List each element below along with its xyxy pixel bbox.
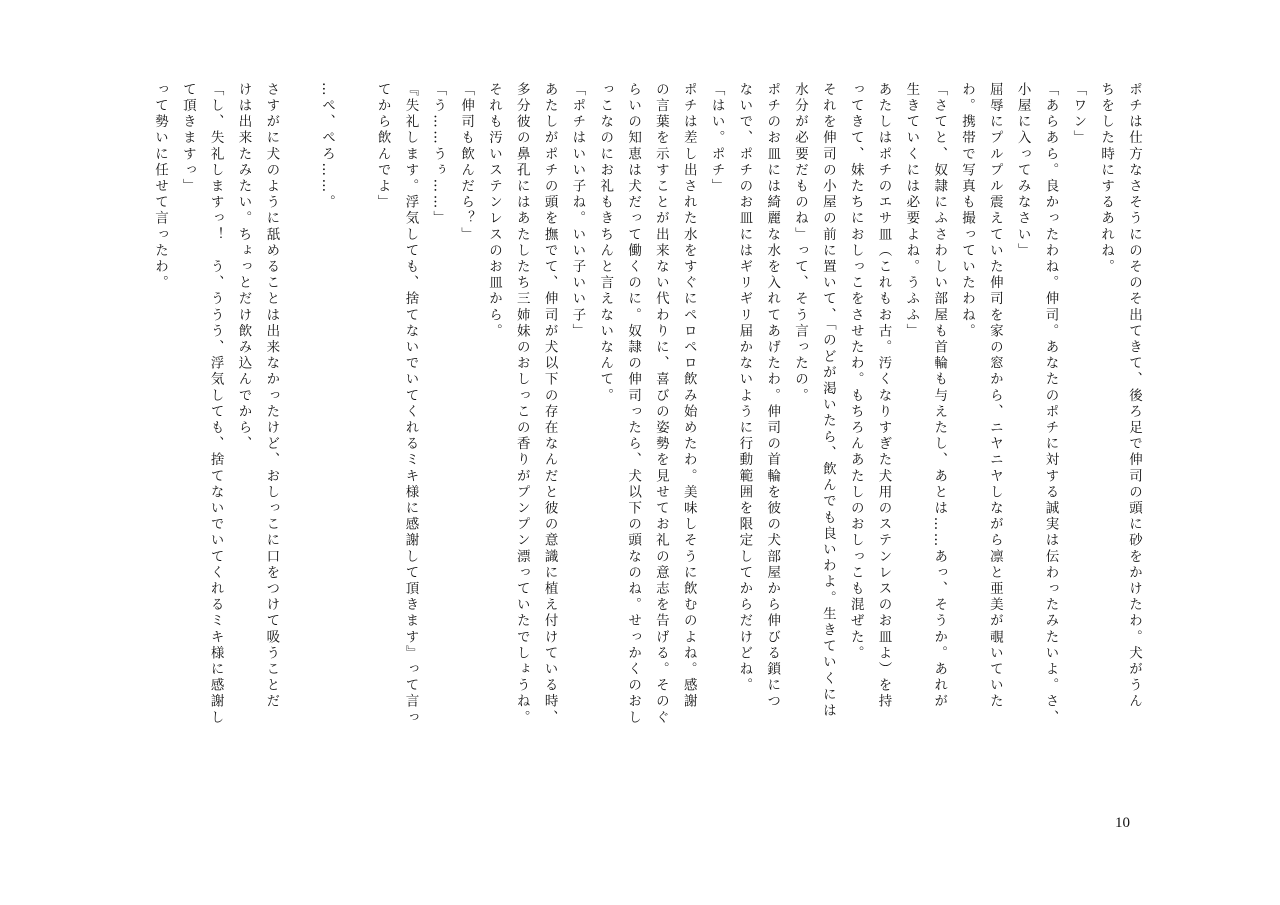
text-line: ってきて、妹たちにおしっこをさせたわ。もちろんあたしのおしっこも混ぜた。: [847, 82, 864, 662]
text-line: それも汚いステンレスのお皿から。: [485, 82, 502, 340]
text-line: …ぺ、ぺろ……。: [318, 82, 335, 211]
text-line: 『失礼します。浮気しても、捨てないでいてくれるミキ様に感謝して頂きます』って言っ: [402, 82, 419, 726]
text-line: けは出来たみたい。ちょっとだけ飲み込んでから、: [235, 82, 252, 453]
text-line: て頂きますっ」: [179, 82, 196, 195]
text-line: 生きていくには必要よね。うふふ」: [903, 82, 920, 340]
text-line: ポチは仕方なさそうにのそのそ出てきて、後ろ足で伸司の頭に砂をかけたわ。犬がうん: [1125, 82, 1142, 710]
text-line: 「し、失礼しますっ！ う、ううう、浮気しても、捨てないでいてくれるミキ様に感謝し: [207, 82, 224, 726]
text-line: 「う……うぅ……」: [430, 82, 447, 227]
text-line: さすがに犬のように舐めることは出来なかったけど、おしっこに口をつけて吸うことだ: [263, 82, 280, 710]
text-line: っこなのにお礼もきちんと言えないなんて。: [597, 82, 614, 404]
text-line: わ。携帯で写真も撮っていたわね。: [959, 82, 976, 340]
text-line: 「はい。ポチ」: [708, 82, 725, 195]
text-line: 「あらあら。良かったわね。伸司。あなたのポチに対する誠実は伝わったみたいよ。さ、: [1042, 82, 1059, 726]
text-line: 水分が必要だものね」って、そう言ったの。: [792, 82, 809, 404]
text-line: 「伸司も飲んだら？」: [458, 82, 475, 243]
text-line: 「ワン」: [1070, 82, 1087, 147]
text-line: 多分彼の鼻孔にはあたしたち三姉妹のおしっこの香りがプンプン漂っていたでしょうね。: [513, 82, 530, 726]
text-line: それを伸司の小屋の前に置いて、「のどが渇いたら、飲んでも良いわよ。生きていくには: [819, 82, 836, 720]
text-line: 屈辱にプルプル震えていた伸司を家の窓から、ニヤニヤしながら凛と亜美が覗いていた: [986, 82, 1003, 710]
text-line: ちをした時にするあれね。: [1098, 82, 1115, 276]
vertical-text-body: [150, 82, 1140, 802]
text-line: って勢いに任せて言ったわ。: [152, 82, 168, 292]
text-line: 「さてと、奴隷にふさわしい部屋も首輪も与えたし、あとは……あっ、そうか。あれが: [931, 82, 948, 710]
text-line: 「ポチはいい子ね。いい子いい子」: [569, 82, 586, 340]
text-line: の言葉を示すことが出来ない代わりに、喜びの姿勢を見せてお礼の意志を告げる。そのぐ: [652, 82, 669, 726]
text-line: あたしはポチのエサ皿（これもお古。汚くなりすぎた犬用のステンレスのお皿よ）を持: [875, 82, 892, 710]
text-line: ポチのお皿には綺麗な水を入れてあげたわ。伸司の首輪を彼の犬部屋から伸びる鎖につ: [764, 82, 781, 710]
text-line: あたしがポチの頭を撫でて、伸司が犬以下の存在なんだと彼の意識に植え付けている時、: [541, 82, 558, 726]
page-number: 10: [1115, 815, 1130, 831]
text-line: ポチは差し出された水をすぐにペロペロ飲み始めたわ。美味しそうに飲むのよね。感謝: [680, 82, 697, 710]
text-line: ないで、ポチのお皿にはギリギリ届かないように行動範囲を限定してからだけどね。: [736, 82, 753, 694]
text-line: らいの知恵は犬だって働くのに。奴隷の伸司ったら、犬以下の頭なのね。せっかくのおし: [625, 82, 642, 726]
text-line: 小屋に入ってみなさい」: [1014, 82, 1031, 260]
text-line: てから飲んでよ」: [374, 82, 391, 211]
